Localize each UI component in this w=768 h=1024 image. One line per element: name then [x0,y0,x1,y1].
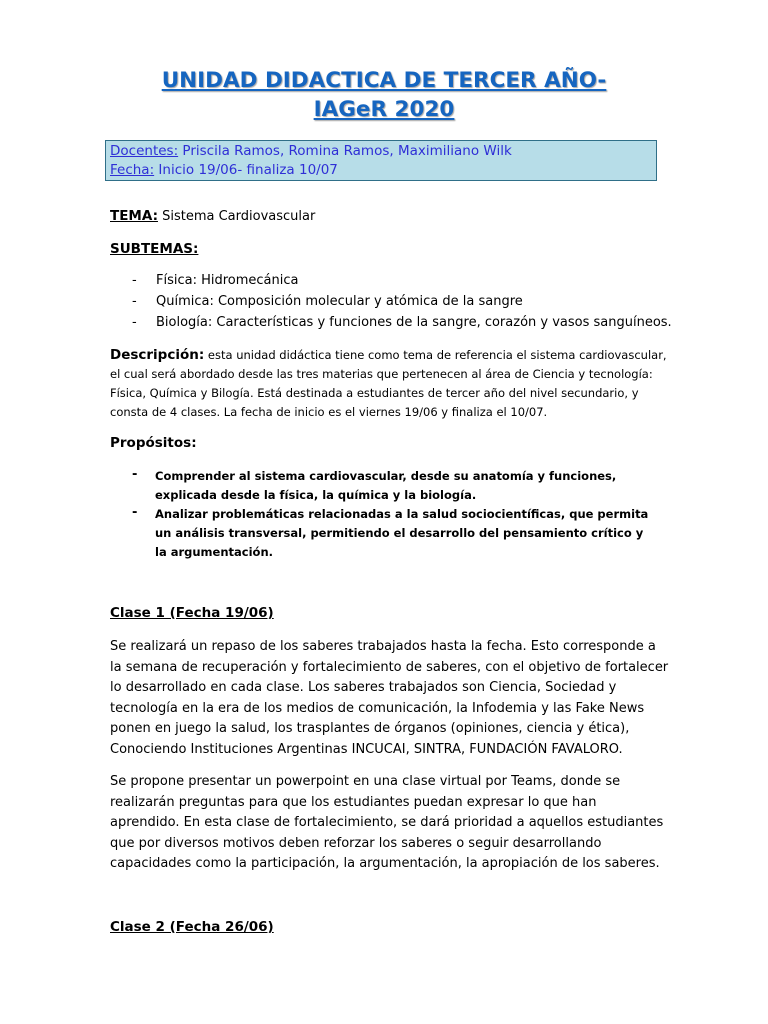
proposito-bullet: - [132,505,138,520]
docentes-row [110,142,652,161]
title-line-1: UNIDAD DIDACTICA DE TERCER AÑO- [161,68,607,93]
docentes-label: Docentes: [110,143,179,159]
descripcion-paragraph [110,346,670,422]
descripcion-label: Descripción: [110,347,205,363]
subtema-item: Biología: Características y funciones de la sangre, corazón y vasos sanguíneos. [156,315,672,330]
clase2-heading: Clase 2 (Fecha 26/06) [110,919,274,935]
clase1-paragraph-1: Se realizará un repaso de los saberes trabajados hasta la fecha. Esto corresponde a la semana de recuperación y fortalecimiento de saberes, con el objetivo de fortalecer lo desarrollado en cada clase. Los saberes trabajados son Ciencia, Sociedad y tecnología en la era de los medios de comunicación, la Infodemia y las Fake News ponen en juego la salud, los trasplantes de órganos (opiniones, ciencia y ética), Conociendo Instituciones Argentinas INCUCAI, SINTRA, FUNDACIÓN FAVALORO. [110,639,669,757]
document-title [100,66,668,124]
tema-label: TEMA: [110,208,158,224]
tema-line [110,208,315,224]
docentes-value: Priscila Ramos, Romina Ramos, Maximiliano Wilk [178,143,512,159]
proposito-item: Comprender al sistema cardiovascular, desde su anatomía y funciones, explicada desde la física, la química y la biología. [155,469,617,502]
subtema-bullet: - [132,294,137,309]
fecha-row [110,161,652,180]
subtemas-label: SUBTEMAS: [110,241,199,257]
subtema-bullet: - [132,315,137,330]
tema-value: Sistema Cardiovascular [157,209,316,224]
clase1-heading: Clase 1 (Fecha 19/06) [110,605,274,621]
info-box [105,140,657,181]
subtema-item: Química: Composición molecular y atómica de la sangre [156,294,523,309]
fecha-label: Fecha: [110,162,155,178]
propositos-label: Propósitos: [110,435,197,451]
title-line-2: IAGeR 2020 [313,97,455,122]
clase1-paragraph-2: Se propone presentar un powerpoint en una clase virtual por Teams, donde se realizarán preguntas para que los estudiantes puedan expresar lo que han aprendido. En esta clase de fortalecimiento, se dará prioridad a aquellos estudiantes que por diversos motivos deben reforzar los saberes o seguir desarrollando capacidades como la participación, la argumentación, la apropiación de los saberes. [110,774,664,871]
subtema-bullet: - [132,273,137,288]
subtema-item: Física: Hidromecánica [156,273,299,288]
proposito-bullet: - [132,467,138,482]
descripcion-text: esta unidad didáctica tiene como tema de referencia el sistema cardiovascular, el cual será abordado desde las tres materias que pertenecen al área de Ciencia y tecnología: Física, Química y Bilogía. Está destinada a estudiantes de tercer año del nivel secundario, y consta de 4 clases. La fecha de inicio es el viernes 19/06 y finaliza el 10/07. [110,348,667,419]
proposito-item: Analizar problemáticas relacionadas a la salud sociocientíficas, que permita un análisis transversal, permitiendo el desarrollo del pensamiento crítico y la argumentación. [155,507,649,559]
fecha-value: Inicio 19/06- finaliza 10/07 [154,162,338,178]
